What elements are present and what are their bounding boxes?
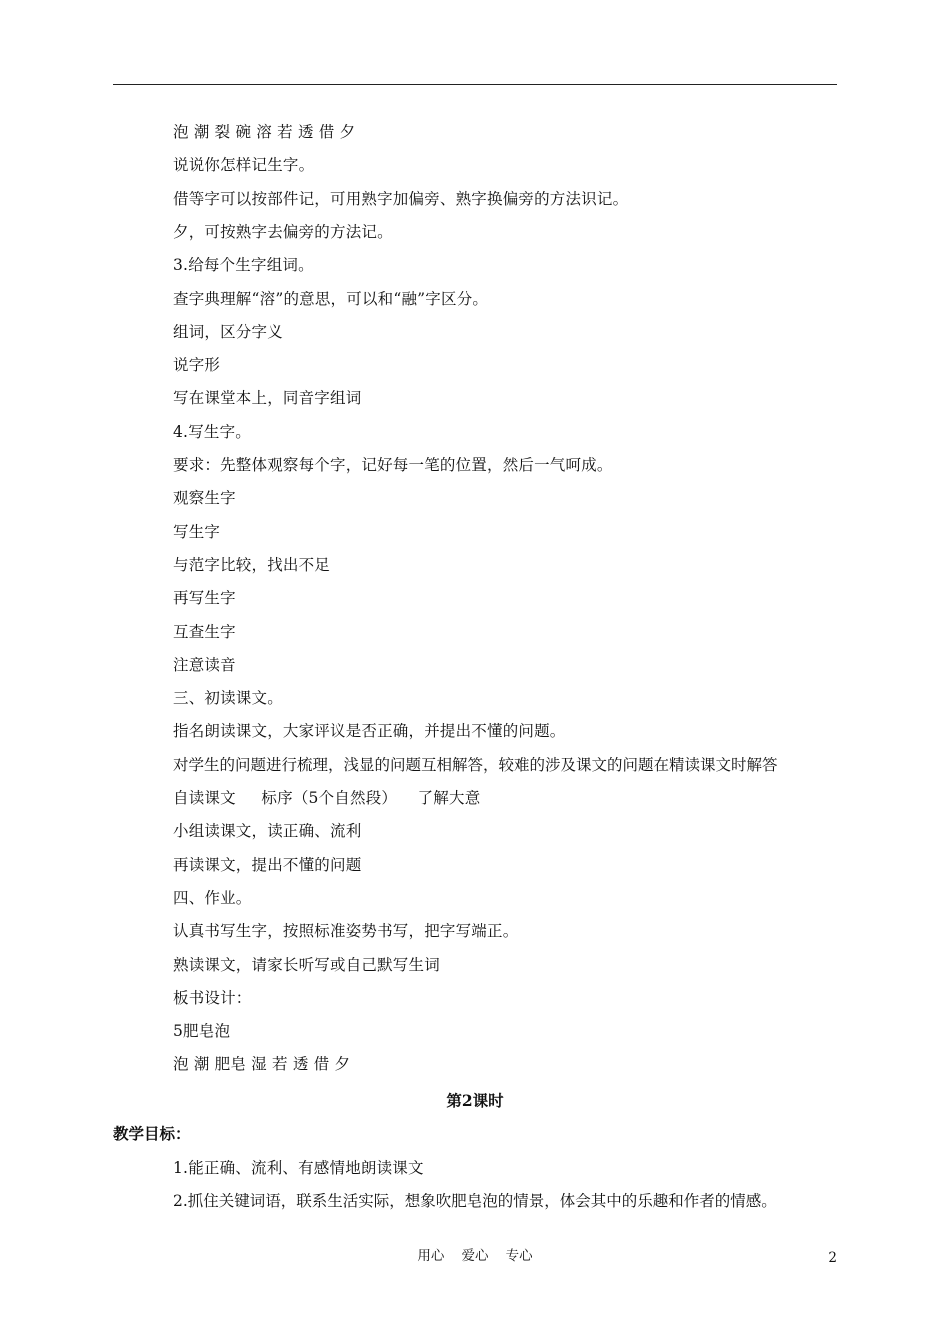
body-line: 组词，区分字义 — [173, 322, 283, 341]
body-line: 注意读音 — [173, 655, 236, 674]
body-line: 借等字可以按部件记，可用熟字加偏旁、熟字换偏旁的方法识记。 — [173, 189, 629, 208]
body-line: 查字典理解“溶”的意思，可以和“融”字区分。 — [173, 289, 489, 308]
lesson-heading: 第2课时 — [446, 1091, 504, 1110]
body-line: 夕，可按熟字去偏旁的方法记。 — [173, 222, 393, 241]
body-line: 写在课堂本上，同音字组词 — [173, 389, 362, 408]
goal-item: 1.能正确、流利、有感情地朗读课文 — [173, 1159, 424, 1177]
body-line: 再写生字 — [173, 589, 236, 608]
body-line: 四、作业。 — [173, 888, 252, 907]
body-line: 说说你怎样记生字。 — [173, 156, 315, 175]
goal-item: 2.抓住关键词语，联系生活实际，想象吹肥皂泡的情景，体会其中的乐趣和作者的情感。 — [173, 1192, 777, 1210]
body-line: 要求：先整体观察每个字，记好每一笔的位置，然后一气呵成。 — [173, 456, 613, 474]
body-line: 自读课文 标序（5个自然段） 了解大意 — [173, 789, 481, 807]
body-line: 5肥皂泡 — [173, 1022, 231, 1041]
body-line: 泡 潮 裂 碗 溶 若 透 借 夕 — [173, 123, 356, 141]
body-line: 小组读课文，读正确、流利 — [173, 822, 362, 841]
body-line: 与范字比较，找出不足 — [173, 555, 331, 574]
page-number: 2 — [828, 1250, 837, 1266]
body-line: 对学生的问题进行梳理，浅显的问题互相解答，较难的涉及课文的问题在精读课文时解答 — [173, 755, 778, 774]
body-line: 三、初读课文。 — [173, 689, 283, 708]
goals-heading: 教学目标： — [113, 1124, 191, 1143]
body-line: 指名朗读课文，大家评议是否正确，并提出不懂的问题。 — [173, 722, 566, 741]
body-line: 3.给每个生字组词。 — [173, 256, 314, 275]
body-line: 认真书写生字，按照标准姿势书写，把字写端正。 — [173, 922, 519, 941]
body-line: 说字形 — [173, 356, 221, 375]
body-line: 再读课文，提出不懂的问题 — [173, 855, 362, 874]
footer-motto: 用心 爱心 专心 — [417, 1248, 533, 1264]
body-line: 观察生字 — [173, 489, 236, 508]
body-line: 板书设计： — [173, 988, 252, 1007]
body-line: 泡 潮 肥皂 湿 若 透 借 夕 — [173, 1055, 351, 1074]
header-rule — [113, 84, 837, 85]
body-line: 4.写生字。 — [173, 422, 251, 441]
body-line: 熟读课文，请家长听写或自己默写生词 — [173, 955, 440, 974]
body-line: 互查生字 — [173, 622, 236, 641]
body-line: 写生字 — [173, 522, 221, 541]
